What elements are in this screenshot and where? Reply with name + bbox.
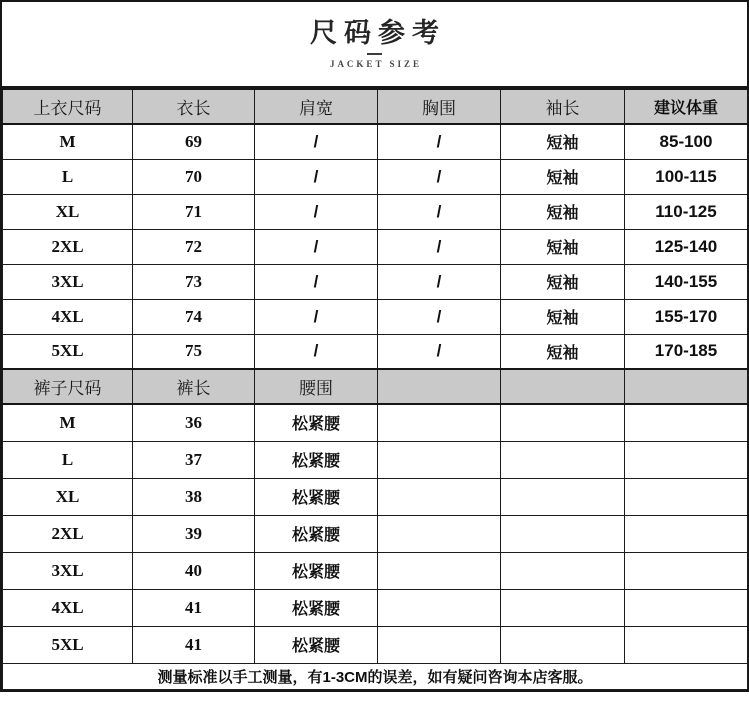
value-cell: 短袖 (501, 299, 625, 334)
value-cell (501, 478, 625, 515)
chart-subtitle: JACKET SIZE (329, 59, 423, 70)
value-cell (501, 589, 625, 626)
value-cell: / (378, 229, 501, 264)
size-table (2, 88, 748, 690)
pants-row (3, 404, 748, 441)
size-cell: 2XL (3, 515, 133, 552)
size-cell: 3XL (3, 552, 133, 589)
value-cell: / (255, 299, 378, 334)
value-cell: 短袖 (501, 264, 625, 299)
size-cell: M (3, 124, 133, 159)
size-cell: 3XL (3, 264, 133, 299)
size-cell: XL (3, 194, 133, 229)
jacket-row (3, 229, 748, 264)
pants-row (3, 552, 748, 589)
pants-row (3, 441, 748, 478)
value-cell (378, 478, 501, 515)
value-cell: / (255, 124, 378, 159)
value-cell (501, 515, 625, 552)
size-cell: XL (3, 478, 133, 515)
value-cell: 71 (133, 194, 255, 229)
value-cell: 100-115 (625, 159, 748, 194)
value-cell: / (378, 194, 501, 229)
pants-row (3, 626, 748, 663)
value-cell: 70 (133, 159, 255, 194)
value-cell: 松紧腰 (255, 589, 378, 626)
measurement-note: 测量标准以手工测量，有1-3CM的误差，如有疑问咨询本店客服。 (3, 663, 748, 689)
value-cell: 170-185 (625, 334, 748, 369)
value-cell: / (378, 124, 501, 159)
size-cell: 4XL (3, 589, 133, 626)
value-cell: 松紧腰 (255, 626, 378, 663)
value-cell: 140-155 (625, 264, 748, 299)
pants-row (3, 589, 748, 626)
value-cell (378, 626, 501, 663)
column-header: 裤子尺码 (3, 369, 133, 404)
value-cell: / (255, 264, 378, 299)
value-cell (378, 441, 501, 478)
value-cell: 75 (133, 334, 255, 369)
value-cell (501, 626, 625, 663)
value-cell (625, 626, 748, 663)
size-cell: 2XL (3, 229, 133, 264)
value-cell (378, 404, 501, 441)
column-header: 建议体重 (625, 89, 748, 124)
column-header (378, 369, 501, 404)
value-cell: / (255, 194, 378, 229)
column-header (625, 369, 748, 404)
value-cell (378, 515, 501, 552)
column-header: 袖长 (501, 89, 625, 124)
size-cell: L (3, 159, 133, 194)
value-cell (501, 552, 625, 589)
size-cell: L (3, 441, 133, 478)
value-cell: / (378, 159, 501, 194)
jacket-row (3, 334, 748, 369)
pants-header-row (3, 369, 748, 404)
value-cell: 短袖 (501, 229, 625, 264)
value-cell: / (255, 229, 378, 264)
title-divider (367, 53, 382, 55)
value-cell (625, 404, 748, 441)
jacket-row (3, 159, 748, 194)
value-cell: 松紧腰 (255, 404, 378, 441)
value-cell: / (378, 334, 501, 369)
value-cell: 松紧腰 (255, 478, 378, 515)
column-header: 腰围 (255, 369, 378, 404)
value-cell: 72 (133, 229, 255, 264)
pants-row (3, 515, 748, 552)
value-cell: 69 (133, 124, 255, 159)
chart-title: 尺码参考 (310, 17, 446, 48)
value-cell (378, 589, 501, 626)
value-cell: 短袖 (501, 194, 625, 229)
footer-row (3, 663, 748, 689)
size-cell: 5XL (3, 334, 133, 369)
value-cell: 38 (133, 478, 255, 515)
value-cell: 41 (133, 626, 255, 663)
value-cell (625, 552, 748, 589)
jacket-row (3, 124, 748, 159)
jacket-header-row (3, 89, 748, 124)
jacket-row (3, 299, 748, 334)
value-cell: / (255, 159, 378, 194)
value-cell: 39 (133, 515, 255, 552)
value-cell: 74 (133, 299, 255, 334)
column-header (501, 369, 625, 404)
value-cell: / (378, 264, 501, 299)
value-cell: 110-125 (625, 194, 748, 229)
value-cell: 73 (133, 264, 255, 299)
value-cell (625, 589, 748, 626)
value-cell: 40 (133, 552, 255, 589)
value-cell: 松紧腰 (255, 515, 378, 552)
value-cell: 短袖 (501, 334, 625, 369)
column-header: 衣长 (133, 89, 255, 124)
value-cell: 125-140 (625, 229, 748, 264)
value-cell: / (378, 299, 501, 334)
value-cell: 松紧腰 (255, 441, 378, 478)
column-header: 胸围 (378, 89, 501, 124)
column-header: 肩宽 (255, 89, 378, 124)
title-block (2, 2, 747, 88)
value-cell (625, 441, 748, 478)
size-cell: M (3, 404, 133, 441)
value-cell: / (255, 334, 378, 369)
value-cell (625, 478, 748, 515)
value-cell: 37 (133, 441, 255, 478)
size-cell: 4XL (3, 299, 133, 334)
value-cell (378, 552, 501, 589)
value-cell (625, 515, 748, 552)
value-cell: 36 (133, 404, 255, 441)
value-cell: 85-100 (625, 124, 748, 159)
value-cell: 短袖 (501, 124, 625, 159)
column-header: 裤长 (133, 369, 255, 404)
value-cell: 短袖 (501, 159, 625, 194)
value-cell (501, 441, 625, 478)
jacket-row (3, 194, 748, 229)
size-cell: 5XL (3, 626, 133, 663)
column-header: 上衣尺码 (3, 89, 133, 124)
value-cell (501, 404, 625, 441)
value-cell: 41 (133, 589, 255, 626)
pants-row (3, 478, 748, 515)
value-cell: 155-170 (625, 299, 748, 334)
jacket-row (3, 264, 748, 299)
value-cell: 松紧腰 (255, 552, 378, 589)
